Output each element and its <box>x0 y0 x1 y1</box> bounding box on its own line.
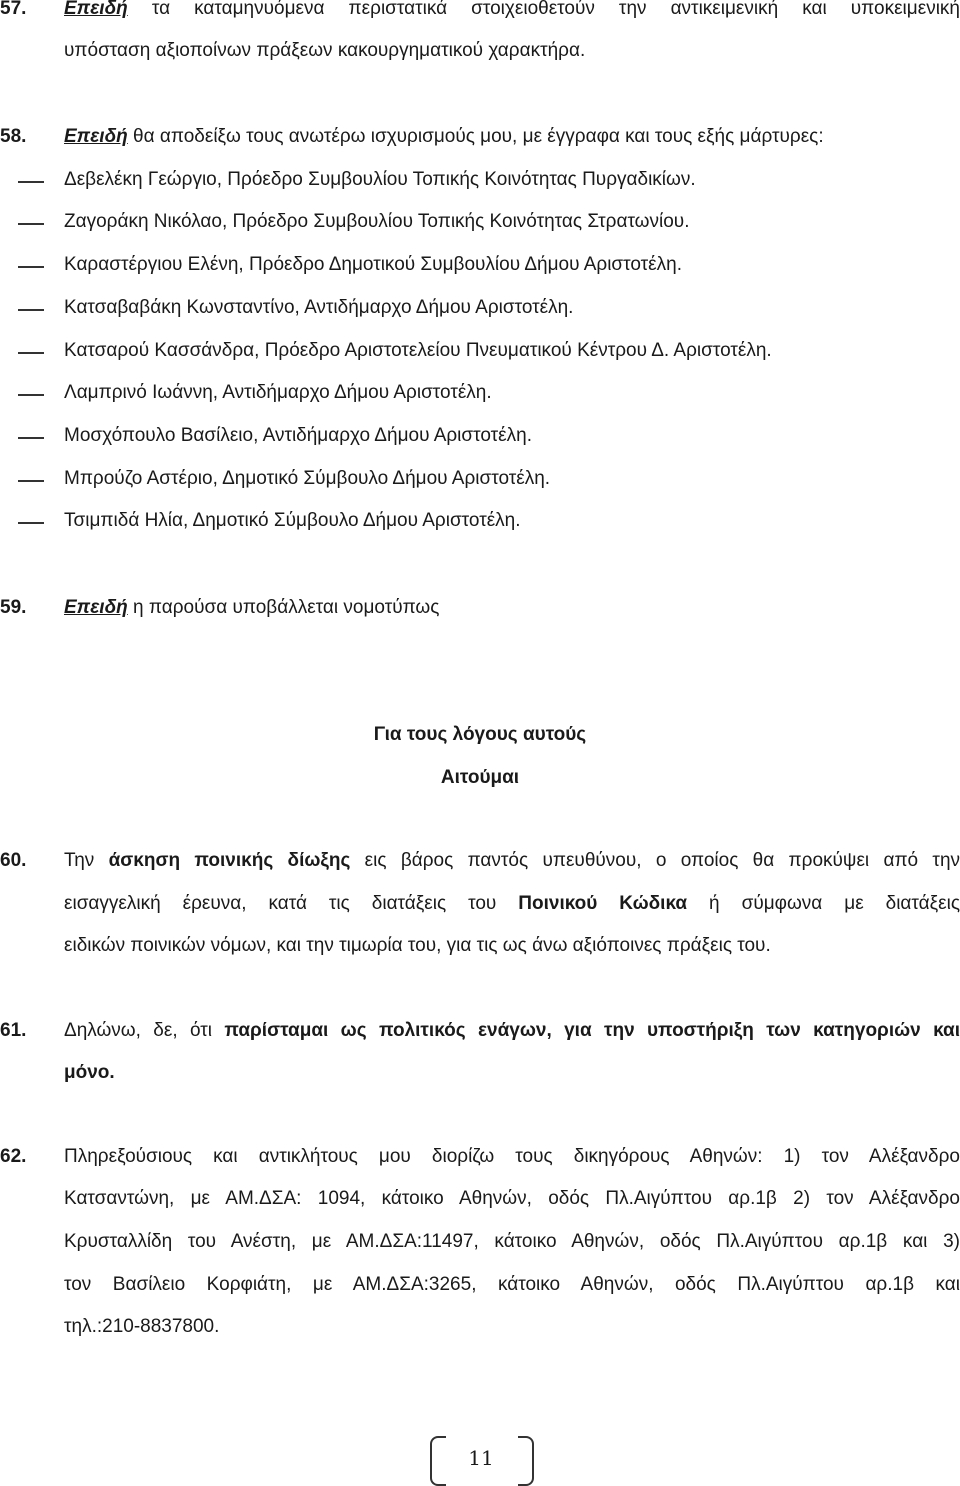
footer-right-brace <box>518 1436 534 1486</box>
dash-icon <box>18 522 44 524</box>
dash-icon <box>18 223 44 225</box>
dash-icon <box>18 309 44 311</box>
witness-item: Μπρούζο Αστέριο, Δημοτικό Σύμβουλο Δήμου Αριστοτέλη. <box>64 468 551 489</box>
witness-item: Κατσαρού Κασσάνδρα, Πρόεδρο Αριστοτελείου Πνευματικού Κέντρου Δ. Αριστοτέλη. <box>64 340 772 361</box>
paragraph-62-line-2: Κατσαντώνη, με ΑΜ.ΔΣΑ: 1094, κάτοικο Αθηνών, οδός Πλ.Αιγύπτου αρ.1β 2) τον Αλέξανδρο <box>64 1188 960 1209</box>
witness-item: Λαμπρινό Ιωάννη, Αντιδήμαρχο Δήμου Αριστοτέλη. <box>64 382 492 403</box>
dash-icon <box>18 266 44 268</box>
paragraph-59-lead: Επειδή <box>64 597 128 618</box>
paragraph-58-lead: Επειδή <box>64 126 128 147</box>
dash-icon <box>18 437 44 439</box>
witness-item: Τσιμπιδά Ηλία, Δημοτικό Σύμβουλο Δήμου Αριστοτέλη. <box>64 510 521 531</box>
heading-request: Αιτούμαι <box>440 767 520 788</box>
paragraph-57-lead: Επειδή <box>64 0 128 19</box>
paragraph-59-line-1 <box>64 597 439 619</box>
page-number: 11 <box>468 1446 494 1470</box>
witness-item: Καραστέργιου Ελένη, Πρόεδρο Δημοτικού Συμβουλίου Δήμου Αριστοτέλη. <box>64 254 682 275</box>
dash-icon <box>18 352 44 354</box>
paragraph-60-text: ή σύμφωνα με διατάξεις <box>687 893 960 914</box>
witness-item: Δεβελέκη Γεώργιο, Πρόεδρο Συμβουλίου Τοπικής Κοινότητας Πυργαδικίων. <box>64 169 696 190</box>
paragraph-number-61: 61. <box>0 1020 27 1041</box>
paragraph-number-62: 62. <box>0 1146 27 1167</box>
witness-item: Ζαγοράκη Νικόλαο, Πρόεδρο Συμβουλίου Τοπικής Κοινότητας Στρατωνίου. <box>64 211 690 232</box>
witness-item: Μοσχόπουλο Βασίλειο, Αντιδήμαρχο Δήμου Αριστοτέλη. <box>64 425 532 446</box>
paragraph-60-line-1 <box>64 850 960 872</box>
paragraph-60-emphasis: Ποινικού Κώδικα <box>518 893 688 914</box>
paragraph-58-line-1 <box>64 126 824 148</box>
paragraph-60-emphasis: άσκηση ποινικής δίωξης <box>108 850 351 871</box>
paragraph-61-line-2: μόνο. <box>64 1062 115 1083</box>
paragraph-62-line-5: τηλ.:210-8837800. <box>64 1316 220 1337</box>
paragraph-57-line-2: υπόσταση αξιοποίνων πράξεων κακουργηματικού χαρακτήρα. <box>64 40 586 61</box>
paragraph-62-line-1: Πληρεξούσιους και αντικλήτους μου διορίζω τους δικηγόρους Αθηνών: 1) τον Αλέξανδρο <box>64 1146 960 1167</box>
paragraph-number-57: 57. <box>0 0 27 19</box>
witness-item: Κατσαβαβάκη Κωνσταντίνο, Αντιδήμαρχο Δήμου Αριστοτέλη. <box>64 297 574 318</box>
paragraph-61-line-1 <box>64 1020 960 1042</box>
paragraph-57-line-1 <box>64 0 960 20</box>
paragraph-62-line-4: τον Βασίλειο Κορφιάτη, με ΑΜ.ΔΣΑ:3265, κάτοικο Αθηνών, οδός Πλ.Αιγύπτου αρ.1β και <box>64 1274 960 1295</box>
dash-icon <box>18 181 44 183</box>
paragraph-57-text: τα καταμηνυόμενα περιστατικά στοιχειοθετούν την αντικειμενική και υποκειμενική <box>127 0 960 19</box>
paragraph-60-text: εισαγγελική έρευνα, κατά τις διατάξεις του <box>64 893 519 914</box>
paragraph-61-emphasis: παρίσταμαι ως πολιτικός ενάγων, για την υποστήριξη των κατηγοριών και <box>224 1020 960 1041</box>
heading-reasons: Για τους λόγους αυτούς <box>373 724 587 745</box>
paragraph-61-text: Δηλώνω, δε, ότι <box>64 1020 225 1041</box>
paragraph-60-text: Την <box>64 850 109 871</box>
paragraph-58-text: θα αποδείξω τους ανωτέρω ισχυρισμούς μου, με έγγραφα και τους εξής μάρτυρες: <box>127 126 824 147</box>
paragraph-60-text: εις βάρος παντός υπευθύνου, ο οποίος θα προκύψει από την <box>350 850 960 871</box>
paragraph-62-line-3: Κρυσταλλίδη του Ανέστη, με ΑΜ.ΔΣΑ:11497, κάτοικο Αθηνών, οδός Πλ.Αιγύπτου αρ.1β και 3) <box>64 1231 960 1252</box>
dash-icon <box>18 394 44 396</box>
paragraph-number-58: 58. <box>0 126 27 147</box>
paragraph-60-line-3: ειδικών ποινικών νόμων, και την τιμωρία του, για τις ως άνω αξιόποινες πράξεις του. <box>64 935 771 956</box>
paragraph-number-60: 60. <box>0 850 27 871</box>
paragraph-number-59: 59. <box>0 597 27 618</box>
paragraph-60-line-2 <box>64 893 960 915</box>
paragraph-59-text: η παρούσα υποβάλλεται νομοτύπως <box>127 597 440 618</box>
dash-icon <box>18 480 44 482</box>
